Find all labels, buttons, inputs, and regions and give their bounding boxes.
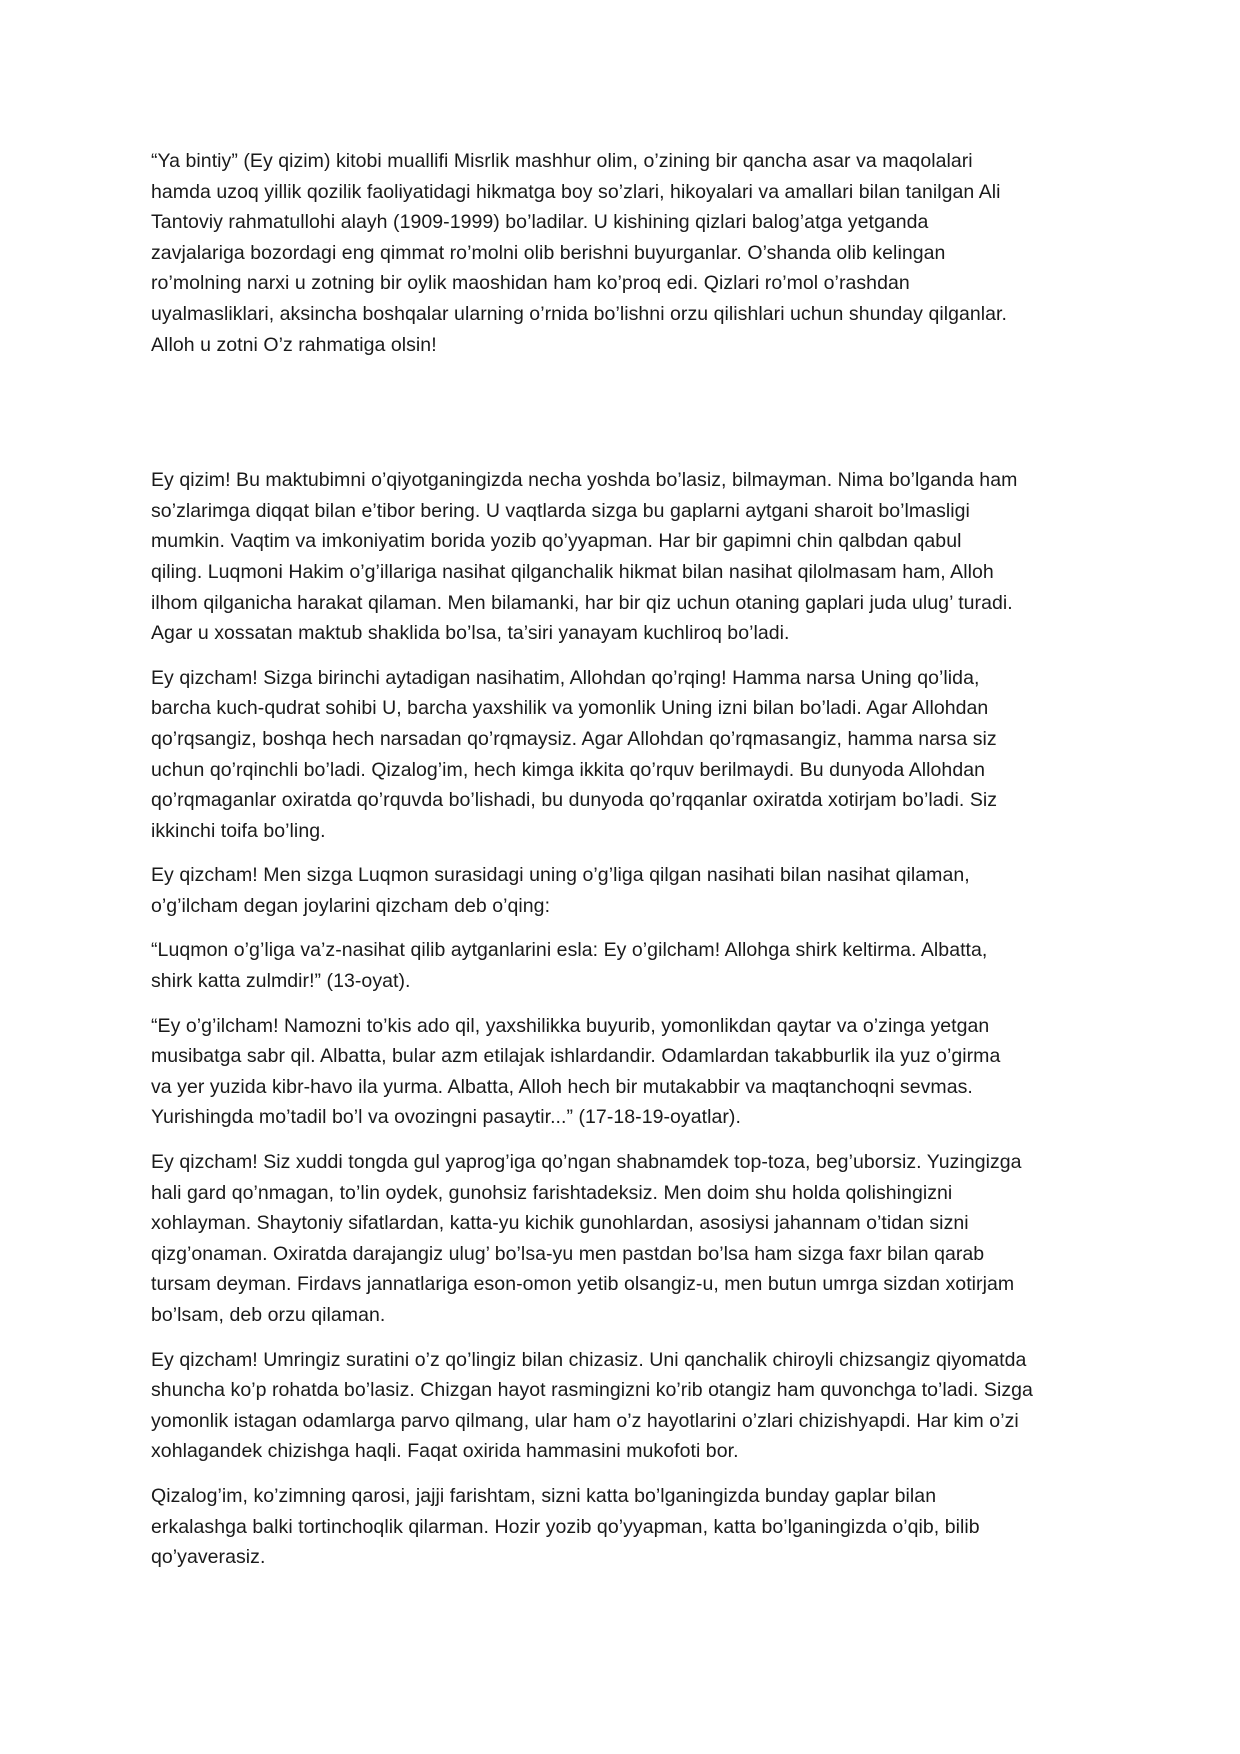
paragraph-2: Ey qizcham! Sizga birinchi aytadigan nasihatim, Allohdan qo’rqing! Hamma narsa Uning qo’lida, barcha kuch-qudrat sohibi U, barcha yaxshilik va yomonlik Uning izni bilan bo’ladi. Agar Allohdan qo’rqsangiz, boshqa hech narsadan qo’rqmaysiz. Agar Allohdan qo’rqmasangiz, hamma narsa siz uchun qo’rqinchli bo’ladi. Qizalog’im, hech kimga ikkita qo’rquv berilmaydi. Bu dunyoda Allohdan qo’rqmaganlar oxiratda qo’rquvda bo’lishadi, bu dunyoda qo’rqqanlar oxiratda xotirjam bo’ladi. Siz ikkinchi toifa bo’ling.: [151, 666, 998, 842]
paragraph-1: Ey qizim! Bu maktubimni o’qiyotganingizda necha yoshda bo’lasiz, bilmayman. Nima bo’lganda ham so’zlarimga diqqat bilan e’tibor bering. U vaqtlarda sizga bu gaplarni aytgani sharoit bo’lmasligi mumkin. Vaqtim va imkoniyatim borida yozib qo’yyapman. Har bir gapimni chin qalbdan qabul qiling. Luqmoni Hakim o’g’illariga nasihat qilganchalik hikmat bilan nasihat qilolmasam ham, Alloh ilhom qilganicha harakat qilaman. Men bilamanki, har bir qiz uchun otaning gaplari juda ulug’ turadi. Agar u xossatan maktub shaklida bo’lsa, ta’siri yanayam kuchliroq bo’ladi.: [151, 469, 1018, 645]
paragraph-3: Ey qizcham! Men sizga Luqmon surasidagi uning o’g’liga qilgan nasihati bilan nasihat qilaman, o’g’ilcham degan joylarini qizcham deb o’qing:: [151, 864, 970, 917]
paragraph-6: Qizalog’im, ko’zimning qarosi, jajji farishtam, sizni katta bo’lganingizda bunday gaplar bilan erkalashga balki tortinchoqlik qilarman. Hozir yozib qo’yyapman, katta bo’lganingizda o’qib, bilib qo’yaverasiz.: [151, 1484, 980, 1569]
document-body: [151, 146, 1093, 1587]
paragraph-5: Ey qizcham! Umringiz suratini o’z qo’lingiz bilan chizasiz. Uni qanchalik chiroyli chizsangiz qiyomatda shuncha ko’p rohatda bo’lasiz. Chizgan hayot rasmingizni ko’rib otangiz ham quvonchga to’ladi. Sizga yomonlik istagan odamlarga parvo qilmang, ular ham o’z hayotlarini o’zlari chizishyapdi. Har kim o’zi xohlagandek chizishga haqli. Faqat oxirida hammasini mukofoti bor.: [151, 1348, 1033, 1463]
paragraph-4: Ey qizcham! Siz xuddi tongda gul yaprog’iga qo’ngan shabnamdek top-toza, beg’uborsiz. Yuzingizga hali gard qo’nmagan, to’lin oydek, gunohsiz farishtadeksiz. Men doim shu holda qolishingizni xohlayman. Shaytoniy sifatlardan, katta-yu kichik gunohlardan, asosiysi jahannam o’tidan sizni qizg’onaman. Oxiratda darajangiz ulug’ bo’lsa-yu men pastdan bo’lsa ham sizga faxr bilan qarab tursam deyman. Firdavs jannatlariga eson-omon yetib olsangiz-u, men butun umrga sizdan xotirjam bo’lsam, deb orzu qilaman.: [151, 1151, 1022, 1326]
quote-paragraph-2: “Ey o’g’ilcham! Namozni to’kis ado qil, yaxshilikka buyurib, yomonlikdan qaytar va o’zinga yetgan musibatga sabr qil. Albatta, bular azm etilajak ishlardandir. Odamlardan takabburlik ila yuz o’girma va yer yuzida kibr-havo ila yurma. Albatta, Alloh hech bir mutakabbir va maqtanchoqni sevmas. Yurishingda mo’tadil bo’l va ovozingni pasaytir...” (17-18-19-oyatlar).: [151, 1014, 1001, 1129]
section-spacer: [151, 360, 1093, 465]
intro-paragraph: “Ya bintiy” (Ey qizim) kitobi muallifi Misrlik mashhur olim, o’zining bir qancha asar va maqolalari hamda uzoq yillik qozilik faoliyatidagi hikmatga boy so’zlari, hikoyalari va amallari bilan tanilgan Ali Tantoviy rahmatullohi alayh (1909-1999) bo’ladilar. U kishining qizlari balog’atga yetganda zavjalariga bozordagi eng qimmat ro’molni olib berishni buyurganlar. O’shanda olib kelingan ro’molning narxi u zotning bir oylik maoshidan ham ko’proq edi. Qizlari ro’mol o’rashdan uyalmasliklari, aksincha boshqalar ularning o’rnida bo’lishni orzu qilishlari uchun shunday qilganlar. Alloh u zotni O’z rahmatiga olsin!: [151, 150, 1007, 356]
quote-paragraph-1: “Luqmon o’g’liga va’z-nasihat qilib aytganlarini esla: Ey o’gilcham! Allohga shirk keltirma. Albatta, shirk katta zulmdir!” (13-oyat).: [151, 939, 988, 993]
